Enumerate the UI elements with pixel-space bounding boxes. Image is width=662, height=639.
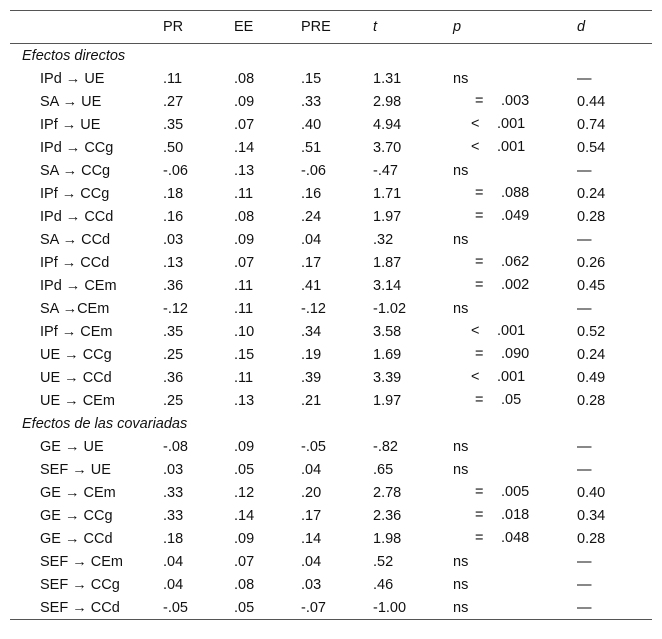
cell-pr: .04 xyxy=(163,553,184,570)
cell-pr: .27 xyxy=(163,93,184,110)
cell-t: 1.31 xyxy=(373,70,402,87)
row-label: GE → CCd xyxy=(40,530,113,547)
cell-d: — xyxy=(577,599,592,616)
cell-ee: .07 xyxy=(234,254,255,271)
cell-t: 2.36 xyxy=(373,507,402,524)
table-row xyxy=(10,159,652,182)
cell-d: — xyxy=(577,231,592,248)
row-label: IPf → UE xyxy=(40,116,101,133)
cell-d: 0.24 xyxy=(577,185,606,202)
header-cell-effect xyxy=(10,11,163,44)
cell-ee: .08 xyxy=(234,576,255,593)
p-value: .002 xyxy=(501,277,530,293)
cell-t: 4.94 xyxy=(373,116,402,133)
row-label: SEF → CEm xyxy=(40,553,123,570)
cell-d: 0.45 xyxy=(577,277,606,294)
cell-pr: .11 xyxy=(163,70,183,87)
cell-pr: .03 xyxy=(163,461,184,478)
table-row xyxy=(10,504,652,527)
header-row xyxy=(10,11,652,44)
p-value: .090 xyxy=(501,346,530,362)
row-label: GE → CCg xyxy=(40,507,113,524)
cell-pr: .18 xyxy=(163,530,184,547)
row-label: IPd → CCg xyxy=(40,139,114,156)
cell-p: ns xyxy=(453,461,469,478)
row-label: SEF → CCd xyxy=(40,599,120,616)
cell-p xyxy=(453,481,577,504)
cell-p xyxy=(453,182,577,205)
cell-pr: .13 xyxy=(163,254,184,271)
table-row xyxy=(10,251,652,274)
cell-pre: .34 xyxy=(301,323,322,340)
row-label: GE → CEm xyxy=(40,484,116,501)
cell-t: 3.70 xyxy=(373,139,402,156)
cell-pr: .25 xyxy=(163,392,184,409)
cell-ee: .11 xyxy=(234,185,254,202)
cell-t: -1.02 xyxy=(373,300,407,317)
cell-d: — xyxy=(577,461,592,478)
cell-pre: .15 xyxy=(301,70,322,87)
table-row xyxy=(10,90,652,113)
row-label: UE → CEm xyxy=(40,392,115,409)
cell-p: ns xyxy=(453,553,469,570)
table-row xyxy=(10,573,652,596)
cell-t: -1.00 xyxy=(373,599,407,616)
cell-t: 1.71 xyxy=(373,185,402,202)
cell-p xyxy=(453,113,577,136)
row-label: IPf → CCg xyxy=(40,185,110,202)
cell-p xyxy=(453,205,577,228)
table-row xyxy=(10,205,652,228)
row-label: IPd → CEm xyxy=(40,277,117,294)
header-cell-pr: PR xyxy=(163,19,184,35)
cell-pre: -.06 xyxy=(301,162,326,179)
cell-p: ns xyxy=(453,576,469,593)
p-value: .048 xyxy=(501,530,530,546)
header-cell-pre: PRE xyxy=(301,19,331,35)
row-label: UE → CCg xyxy=(40,346,112,363)
cell-ee: .07 xyxy=(234,116,255,133)
table-row xyxy=(10,274,652,297)
cell-ee: .07 xyxy=(234,553,255,570)
cell-d: — xyxy=(577,438,592,455)
cell-p xyxy=(453,136,577,159)
p-operator: = xyxy=(475,93,484,109)
cell-pre: .16 xyxy=(301,185,322,202)
cell-t: -.47 xyxy=(373,162,398,179)
p-value: .001 xyxy=(497,116,526,132)
cell-p xyxy=(453,251,577,274)
cell-ee: .08 xyxy=(234,208,255,225)
cell-pre: .41 xyxy=(301,277,322,294)
cell-pre: .04 xyxy=(301,461,322,478)
table-row xyxy=(10,136,652,159)
table-row xyxy=(10,320,652,343)
cell-pr: .35 xyxy=(163,116,184,133)
row-label: IPf → CCd xyxy=(40,254,110,271)
cell-t: 3.39 xyxy=(373,369,402,386)
table-row xyxy=(10,113,652,136)
cell-ee: .09 xyxy=(234,231,255,248)
cell-pr: .36 xyxy=(163,277,184,294)
table-row xyxy=(10,343,652,366)
cell-d: 0.44 xyxy=(577,93,606,110)
cell-ee: .12 xyxy=(234,484,255,501)
row-label: SA →CEm xyxy=(40,300,110,317)
cell-d: 0.40 xyxy=(577,484,606,501)
cell-pr: .03 xyxy=(163,231,184,248)
cell-pr: -.08 xyxy=(163,438,188,455)
table-row xyxy=(10,67,652,90)
p-value: .003 xyxy=(501,93,530,109)
section-header-row xyxy=(10,44,652,68)
cell-p xyxy=(453,389,577,412)
cell-pre: .40 xyxy=(301,116,322,133)
cell-p xyxy=(453,90,577,113)
row-label: IPd → CCd xyxy=(40,208,114,225)
cell-ee: .11 xyxy=(234,300,254,317)
cell-pre: .17 xyxy=(301,507,322,524)
p-value: .062 xyxy=(501,254,530,270)
cell-p: ns xyxy=(453,70,469,87)
p-operator: < xyxy=(471,369,480,385)
cell-pre: .24 xyxy=(301,208,322,225)
cell-ee: .08 xyxy=(234,70,255,87)
table-row xyxy=(10,366,652,389)
table-row xyxy=(10,481,652,504)
table-row xyxy=(10,527,652,550)
cell-p xyxy=(453,504,577,527)
cell-d: — xyxy=(577,70,592,87)
row-label: SEF → CCg xyxy=(40,576,120,593)
cell-d: — xyxy=(577,553,592,570)
p-value: .001 xyxy=(497,139,526,155)
cell-pr: .36 xyxy=(163,369,184,386)
row-label: UE → CCd xyxy=(40,369,112,386)
cell-pre: .51 xyxy=(301,139,322,156)
cell-ee: .13 xyxy=(234,162,255,179)
table-row xyxy=(10,458,652,481)
cell-pr: .04 xyxy=(163,576,184,593)
cell-d: 0.26 xyxy=(577,254,606,271)
results-table-container xyxy=(10,10,652,620)
table-body xyxy=(10,44,652,620)
cell-p xyxy=(453,366,577,389)
p-operator: = xyxy=(475,254,484,270)
p-value: .018 xyxy=(501,507,530,523)
cell-p xyxy=(453,527,577,550)
cell-p: ns xyxy=(453,438,469,455)
cell-ee: .11 xyxy=(234,369,254,386)
cell-d: — xyxy=(577,162,592,179)
cell-d: 0.54 xyxy=(577,139,606,156)
row-label: GE → UE xyxy=(40,438,104,455)
cell-pr: -.06 xyxy=(163,162,188,179)
p-operator: = xyxy=(475,277,484,293)
cell-ee: .10 xyxy=(234,323,255,340)
cell-ee: .05 xyxy=(234,461,255,478)
cell-pr: .35 xyxy=(163,323,184,340)
cell-d: 0.28 xyxy=(577,392,606,409)
p-operator: < xyxy=(471,116,480,132)
cell-t: .32 xyxy=(373,231,394,248)
cell-p xyxy=(453,343,577,366)
header-cell-ee: EE xyxy=(234,19,254,35)
table-row xyxy=(10,297,652,320)
cell-t: 3.14 xyxy=(373,277,402,294)
cell-t: 2.98 xyxy=(373,93,402,110)
cell-ee: .05 xyxy=(234,599,255,616)
cell-ee: .14 xyxy=(234,507,255,524)
cell-d: 0.24 xyxy=(577,346,606,363)
cell-p: ns xyxy=(453,231,469,248)
cell-t: 1.97 xyxy=(373,208,402,225)
table-row xyxy=(10,228,652,251)
p-value: .001 xyxy=(497,323,526,339)
section-title: Efectos directos xyxy=(22,47,126,64)
cell-d: 0.52 xyxy=(577,323,606,340)
cell-p xyxy=(453,320,577,343)
row-label: SA → CCd xyxy=(40,231,111,248)
cell-pre: .04 xyxy=(301,231,322,248)
cell-t: 1.97 xyxy=(373,392,402,409)
cell-ee: .15 xyxy=(234,346,255,363)
cell-pre: .19 xyxy=(301,346,322,363)
cell-t: 3.58 xyxy=(373,323,402,340)
cell-pr: .50 xyxy=(163,139,184,156)
cell-d: — xyxy=(577,576,592,593)
cell-p: ns xyxy=(453,162,469,179)
row-label: SA → UE xyxy=(40,93,102,110)
cell-p: ns xyxy=(453,599,469,616)
p-value: .088 xyxy=(501,185,530,201)
cell-d: — xyxy=(577,300,592,317)
cell-ee: .11 xyxy=(234,277,254,294)
section-header-row xyxy=(10,412,652,435)
cell-d: 0.49 xyxy=(577,369,606,386)
cell-t: .65 xyxy=(373,461,394,478)
cell-t: 2.78 xyxy=(373,484,402,501)
table-row xyxy=(10,435,652,458)
p-value: .001 xyxy=(497,369,526,385)
table-row xyxy=(10,596,652,620)
p-operator: < xyxy=(471,323,480,339)
cell-pre: .20 xyxy=(301,484,322,501)
results-table xyxy=(10,10,652,620)
p-operator: = xyxy=(475,484,484,500)
table-row xyxy=(10,389,652,412)
cell-pre: .04 xyxy=(301,553,322,570)
p-operator: = xyxy=(475,507,484,523)
p-value: .05 xyxy=(501,392,522,408)
cell-pre: .17 xyxy=(301,254,322,271)
cell-ee: .14 xyxy=(234,139,255,156)
cell-pr: .18 xyxy=(163,185,184,202)
cell-pre: .14 xyxy=(301,530,322,547)
header-cell-p: p xyxy=(453,19,462,35)
cell-d: 0.34 xyxy=(577,507,606,524)
cell-t: .46 xyxy=(373,576,394,593)
row-label: IPf → CEm xyxy=(40,323,113,340)
cell-ee: .09 xyxy=(234,530,255,547)
row-label: SEF → UE xyxy=(40,461,111,478)
table-row xyxy=(10,182,652,205)
row-label: SA → CCg xyxy=(40,162,111,179)
cell-d: 0.28 xyxy=(577,530,606,547)
cell-pre: .03 xyxy=(301,576,322,593)
cell-pre: .33 xyxy=(301,93,322,110)
cell-t: -.82 xyxy=(373,438,398,455)
cell-pre: -.07 xyxy=(301,599,326,616)
cell-pr: -.12 xyxy=(163,300,188,317)
table-row xyxy=(10,550,652,573)
cell-pre: .21 xyxy=(301,392,322,409)
cell-ee: .13 xyxy=(234,392,255,409)
p-operator: = xyxy=(475,346,484,362)
cell-pr: .33 xyxy=(163,484,184,501)
cell-pr: -.05 xyxy=(163,599,188,616)
cell-p: ns xyxy=(453,300,469,317)
p-operator: = xyxy=(475,208,484,224)
cell-ee: .09 xyxy=(234,93,255,110)
cell-pre: .39 xyxy=(301,369,322,386)
header-cell-d: d xyxy=(577,19,586,35)
cell-t: 1.98 xyxy=(373,530,402,547)
p-value: .005 xyxy=(501,484,530,500)
cell-t: 1.69 xyxy=(373,346,402,363)
cell-ee: .09 xyxy=(234,438,255,455)
p-operator: = xyxy=(475,185,484,201)
p-operator: < xyxy=(471,139,480,155)
table-header xyxy=(10,11,652,44)
p-operator: = xyxy=(475,530,484,546)
cell-p xyxy=(453,274,577,297)
cell-t: .52 xyxy=(373,553,394,570)
cell-pre: -.12 xyxy=(301,300,326,317)
cell-d: 0.28 xyxy=(577,208,606,225)
header-cell-t: t xyxy=(373,19,378,35)
cell-d: 0.74 xyxy=(577,116,606,133)
section-title: Efectos de las covariadas xyxy=(22,415,188,432)
p-value: .049 xyxy=(501,208,530,224)
p-operator: = xyxy=(475,392,484,408)
cell-pr: .16 xyxy=(163,208,184,225)
cell-t: 1.87 xyxy=(373,254,402,271)
cell-pre: -.05 xyxy=(301,438,326,455)
cell-pr: .25 xyxy=(163,346,184,363)
row-label: IPd → UE xyxy=(40,70,105,87)
cell-pr: .33 xyxy=(163,507,184,524)
